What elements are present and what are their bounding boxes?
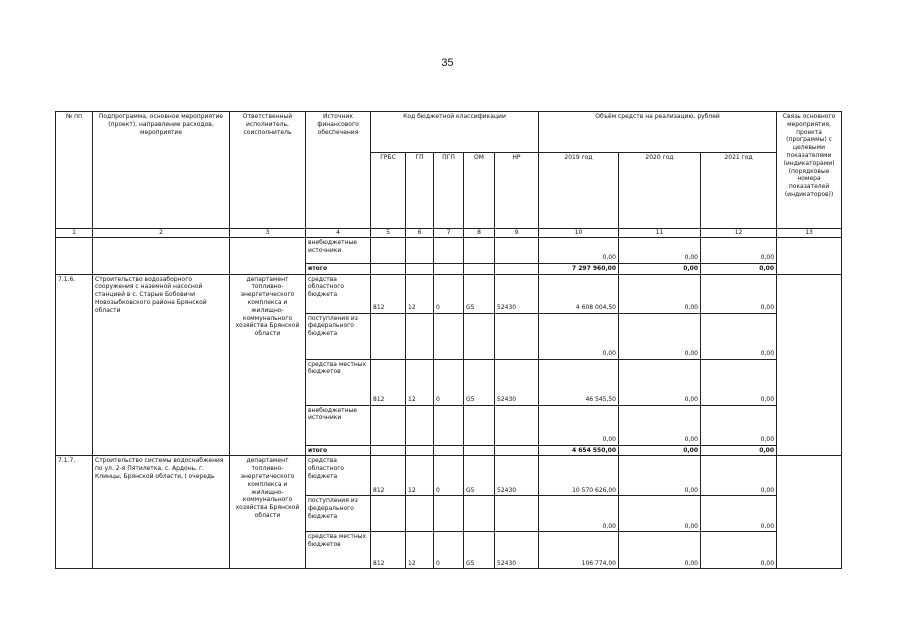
cell-name: Строительство системы водоснабжения по ул. 2-я Пятилетка, с. Ардонь, г. Клинцы, Брянской области, I очередь bbox=[93, 456, 230, 569]
cell-2020: 0,00 bbox=[619, 532, 701, 569]
cell-gp: 12 bbox=[406, 456, 434, 496]
col-number: 3 bbox=[230, 229, 306, 238]
cell-nr: 52430 bbox=[495, 456, 539, 496]
col-number: 7 bbox=[434, 229, 464, 238]
cell-num: 7.1.7. bbox=[56, 456, 93, 569]
cell-pgp: 0 bbox=[434, 274, 464, 313]
cell-2021: 0,00 bbox=[701, 445, 777, 456]
cell-source: средства местных бюджетов bbox=[306, 359, 371, 405]
cell-source: средства областного бюджета bbox=[306, 456, 371, 496]
cell-source: поступления из федерального бюджета bbox=[306, 313, 371, 359]
cell-source: итого bbox=[306, 263, 371, 274]
cell-2020: 0,00 bbox=[619, 263, 701, 274]
cell-2021: 0,00 bbox=[701, 456, 777, 496]
table-row bbox=[56, 456, 842, 496]
cell-2019: 0,00 bbox=[539, 237, 619, 263]
cell-grbs: 812 bbox=[371, 274, 406, 313]
cell-2021: 0,00 bbox=[701, 496, 777, 532]
cell-source: средства местных бюджетов bbox=[306, 532, 371, 569]
col-number: 10 bbox=[539, 229, 619, 238]
header-gp: ГП bbox=[406, 153, 434, 229]
cell-grbs: 812 bbox=[371, 456, 406, 496]
header-indicators: Связь основного мероприятия, проекта (программы) с целевыми показателями (индикаторами) (порядковые номера показателей (индикаторов)) bbox=[777, 112, 842, 229]
col-number: 5 bbox=[371, 229, 406, 238]
page-number: 35 bbox=[441, 57, 454, 69]
col-number: 11 bbox=[619, 229, 701, 238]
cell-2020: 0,00 bbox=[619, 445, 701, 456]
header-2019: 2019 год bbox=[539, 153, 619, 229]
header-2020: 2020 год bbox=[619, 153, 701, 229]
cell-name: Строительство водозаборного сооружения с наземной насосной станцией в с. Старые Бобовичи Новозыбковского района Брянской области bbox=[93, 274, 230, 456]
cell-source: средства областного бюджета bbox=[306, 274, 371, 313]
col-number: 9 bbox=[495, 229, 539, 238]
cell-source: внебюджетные источники bbox=[306, 237, 371, 263]
cell-2020: 0,00 bbox=[619, 456, 701, 496]
header-nr: НР bbox=[495, 153, 539, 229]
cell-exec: департамент топливно-энергетического комплекса и жилищно-коммунального хозяйства Брянской области bbox=[230, 274, 306, 456]
cell-2021: 0,00 bbox=[701, 263, 777, 274]
cell-grbs: 812 bbox=[371, 532, 406, 569]
cell-source: поступления из федерального бюджета bbox=[306, 496, 371, 532]
cell-2020: 0,00 bbox=[619, 274, 701, 313]
budget-table-wrapper bbox=[55, 111, 842, 569]
cell-2021: 0,00 bbox=[701, 405, 777, 445]
cell-name bbox=[93, 237, 230, 274]
cell-2020: 0,00 bbox=[619, 405, 701, 445]
cell-om: G5 bbox=[464, 274, 495, 313]
cell-om: G5 bbox=[464, 532, 495, 569]
cell-2021: 0,00 bbox=[701, 274, 777, 313]
header-om: ОМ bbox=[464, 153, 495, 229]
cell-2019: 46 545,50 bbox=[539, 359, 619, 405]
cell-2019: 0,00 bbox=[539, 313, 619, 359]
table-row bbox=[56, 274, 842, 313]
col-number: 12 bbox=[701, 229, 777, 238]
cell-nr: 52430 bbox=[495, 532, 539, 569]
header-num: № пп bbox=[56, 112, 93, 229]
cell-om: G5 bbox=[464, 359, 495, 405]
cell-gp: 12 bbox=[406, 359, 434, 405]
col-number: 4 bbox=[306, 229, 371, 238]
table-row bbox=[56, 237, 842, 263]
cell-2019: 0,00 bbox=[539, 405, 619, 445]
cell-num bbox=[56, 237, 93, 274]
cell-nr: 52430 bbox=[495, 359, 539, 405]
cell-pgp: 0 bbox=[434, 359, 464, 405]
col-number: 1 bbox=[56, 229, 93, 238]
cell-source: внебюджетные источники bbox=[306, 405, 371, 445]
cell-num: 7.1.6. bbox=[56, 274, 93, 456]
cell-2020: 0,00 bbox=[619, 496, 701, 532]
cell-2021: 0,00 bbox=[701, 313, 777, 359]
cell-2021: 0,00 bbox=[701, 532, 777, 569]
cell-exec: департамент топливно-энергетического комплекса и жилищно-коммунального хозяйства Брянской области bbox=[230, 456, 306, 569]
cell-pgp: 0 bbox=[434, 532, 464, 569]
col-number: 6 bbox=[406, 229, 434, 238]
cell-gp: 12 bbox=[406, 274, 434, 313]
col-number: 8 bbox=[464, 229, 495, 238]
cell-2019: 10 570 626,00 bbox=[539, 456, 619, 496]
header-volume: Объём средств на реализацию, рублей bbox=[539, 112, 777, 153]
cell-2021: 0,00 bbox=[701, 359, 777, 405]
cell-pgp: 0 bbox=[434, 456, 464, 496]
cell-2020: 0,00 bbox=[619, 237, 701, 263]
header-grbs: ГРБС bbox=[371, 153, 406, 229]
cell-gp: 12 bbox=[406, 532, 434, 569]
header-pgp: ПГП bbox=[434, 153, 464, 229]
cell-nr: 52430 bbox=[495, 274, 539, 313]
cell-2021: 0,00 bbox=[701, 237, 777, 263]
header-budget-code: Код бюджетной классификации bbox=[371, 112, 539, 153]
cell-2020: 0,00 bbox=[619, 359, 701, 405]
col-number: 13 bbox=[777, 229, 842, 238]
cell-2019: 4 608 004,50 bbox=[539, 274, 619, 313]
cell-2019: 106 774,00 bbox=[539, 532, 619, 569]
cell-2019: 4 654 550,00 bbox=[539, 445, 619, 456]
budget-table bbox=[55, 111, 842, 569]
table-header-row bbox=[56, 112, 842, 153]
cell-2019: 7 297 960,00 bbox=[539, 263, 619, 274]
cell-exec bbox=[230, 237, 306, 274]
header-source: Источник финансового обеспечения bbox=[306, 112, 371, 229]
column-number-row bbox=[56, 229, 842, 238]
header-subprogram: Подпрограмма, основное мероприятие (проект), направление расходов, мероприятие bbox=[93, 112, 230, 229]
col-number: 2 bbox=[93, 229, 230, 238]
cell-source: итого bbox=[306, 445, 371, 456]
cell-om: G5 bbox=[464, 456, 495, 496]
cell-grbs: 812 bbox=[371, 359, 406, 405]
header-2021: 2021 год bbox=[701, 153, 777, 229]
cell-2020: 0,00 bbox=[619, 313, 701, 359]
header-executor: Ответственный исполнитель, соисполнитель bbox=[230, 112, 306, 229]
cell-2019: 0,00 bbox=[539, 496, 619, 532]
